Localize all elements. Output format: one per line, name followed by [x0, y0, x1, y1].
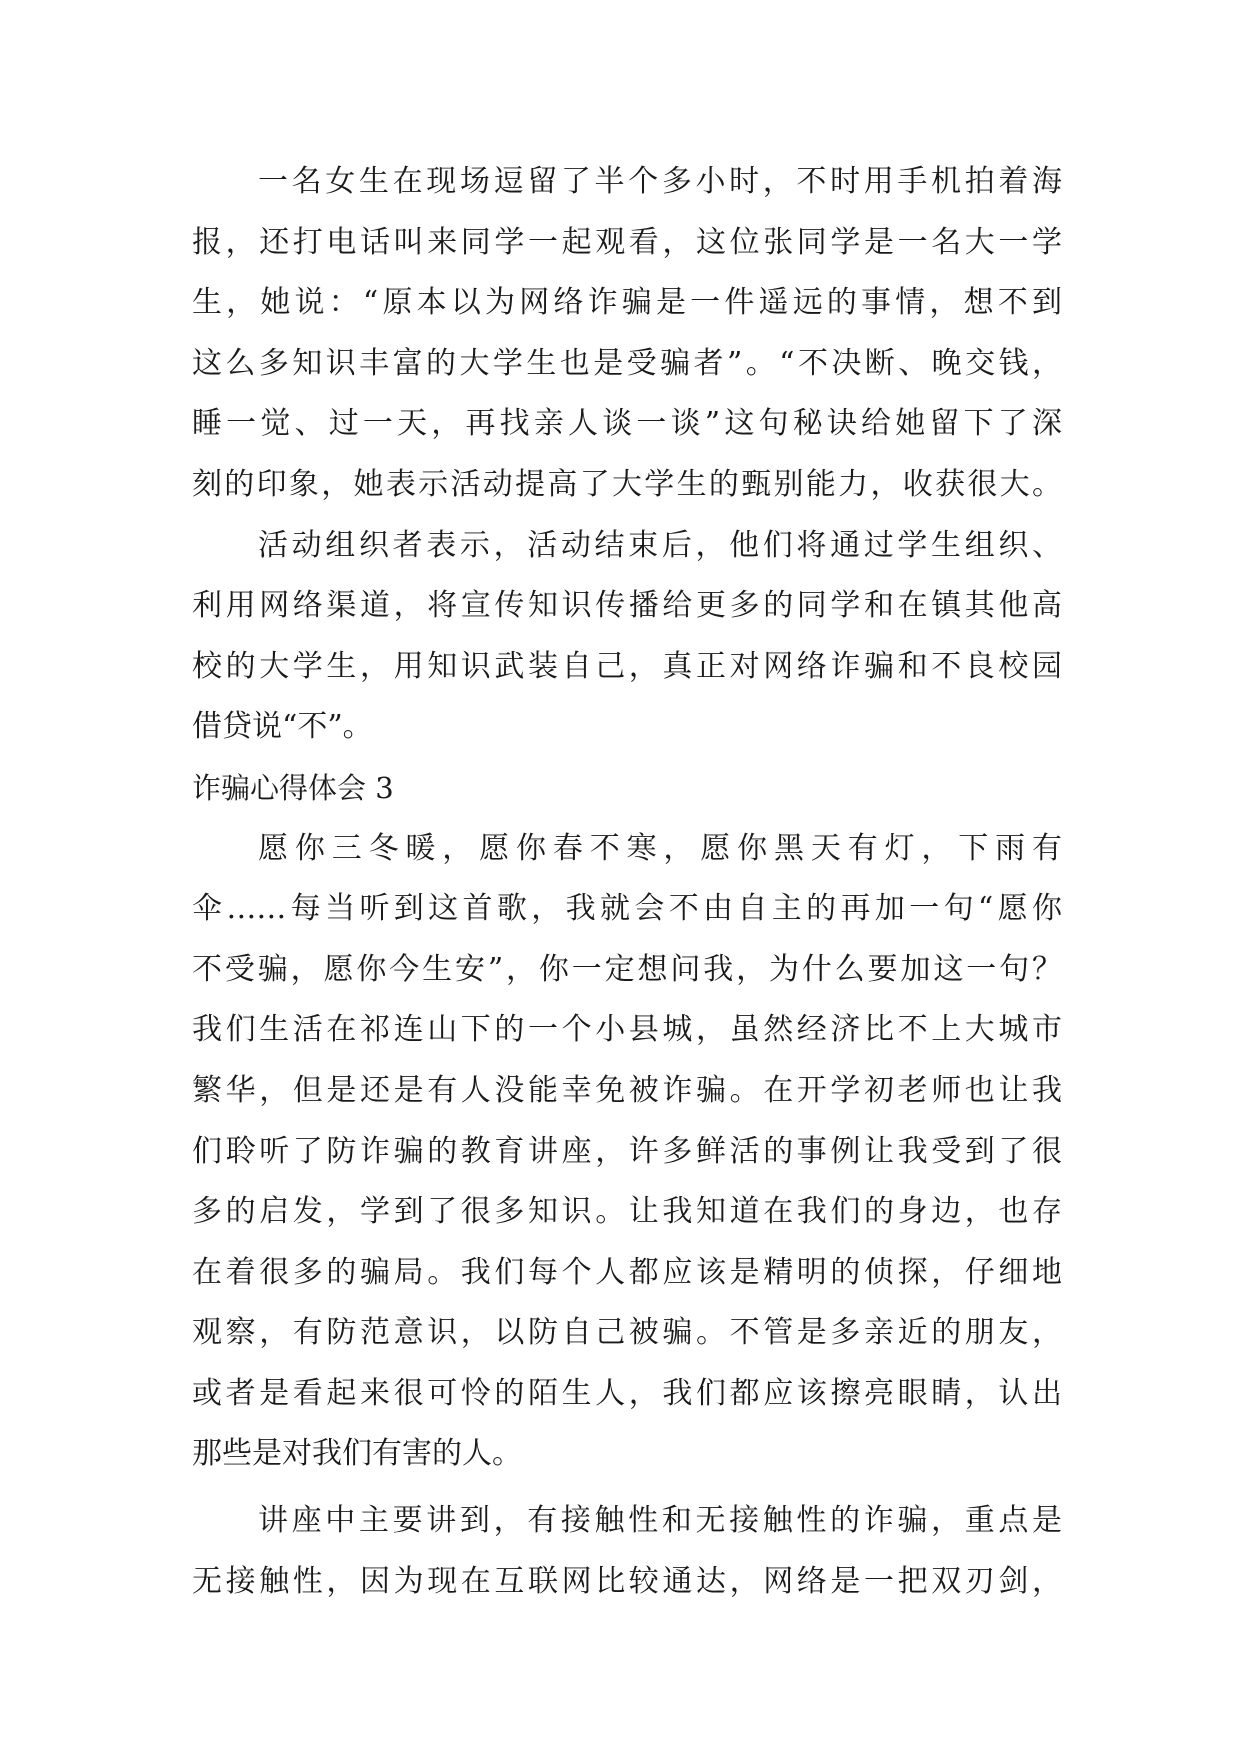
- paragraph-line: 在着很多的骗局。我们每个人都应该是精明的侦探，仔细地: [192, 1254, 1062, 1290]
- paragraph-line: 无接触性，因为现在互联网比较通达，网络是一把双刃剑，: [192, 1563, 1062, 1599]
- paragraph-line: 伞……每当听到这首歌，我就会不由自主的再加一句“愿你: [192, 891, 1062, 927]
- paragraph-line: 校的大学生，用知识武装自己，真正对网络诈骗和不良校园: [192, 648, 1062, 684]
- paragraph-line: 繁华，但是还是有人没能幸免被诈骗。在开学初老师也让我: [192, 1072, 1062, 1108]
- paragraph-line: 生，她说：“原本以为网络诈骗是一件遥远的事情，想不到: [192, 285, 1062, 321]
- paragraph-line: 一名女生在现场逗留了半个多小时，不时用手机拍着海: [258, 164, 1062, 199]
- paragraph-line: 这么多知识丰富的大学生也是受骗者”。“不决断、晚交钱，: [192, 345, 1062, 381]
- paragraph-line: 愿你三冬暖，愿你春不寒，愿你黑天有灯，下雨有: [258, 830, 1062, 866]
- document-body: [192, 152, 1062, 1612]
- paragraph-line: 多的启发，学到了很多知识。让我知道在我们的身边，也存: [192, 1194, 1062, 1230]
- paragraph-line: 那些是对我们有害的人。: [192, 1436, 522, 1472]
- paragraph-line: 讲座中主要讲到，有接触性和无接触性的诈骗，重点是: [258, 1503, 1062, 1539]
- paragraph-line: 观察，有防范意识，以防自己被骗。不管是多亲近的朋友，: [192, 1315, 1062, 1351]
- section-heading: 诈骗心得体会 3: [192, 770, 394, 805]
- paragraph-line: 不受骗，愿你今生安”，你一定想问我，为什么要加这一句？: [192, 951, 1062, 987]
- paragraph-line: 睡一觉、过一天，再找亲人谈一谈”这句秘诀给她留下了深: [192, 406, 1062, 442]
- paragraph-line: 活动组织者表示，活动结束后，他们将通过学生组织、: [258, 527, 1062, 563]
- paragraph-line: 们聆听了防诈骗的教育讲座，许多鲜活的事例让我受到了很: [192, 1133, 1062, 1169]
- paragraph-line: 借贷说“不”。: [192, 709, 373, 745]
- paragraph-line: 刻的印象，她表示活动提高了大学生的甄别能力，收获很大。: [192, 466, 1062, 502]
- paragraph-line: 或者是看起来很可怜的陌生人，我们都应该擦亮眼睛，认出: [192, 1375, 1062, 1411]
- paragraph-line: 我们生活在祁连山下的一个小县城，虽然经济比不上大城市: [192, 1012, 1062, 1048]
- paragraph-line: 报，还打电话叫来同学一起观看，这位张同学是一名大一学: [192, 224, 1062, 260]
- paragraph-line: 利用网络渠道，将宣传知识传播给更多的同学和在镇其他高: [192, 588, 1062, 624]
